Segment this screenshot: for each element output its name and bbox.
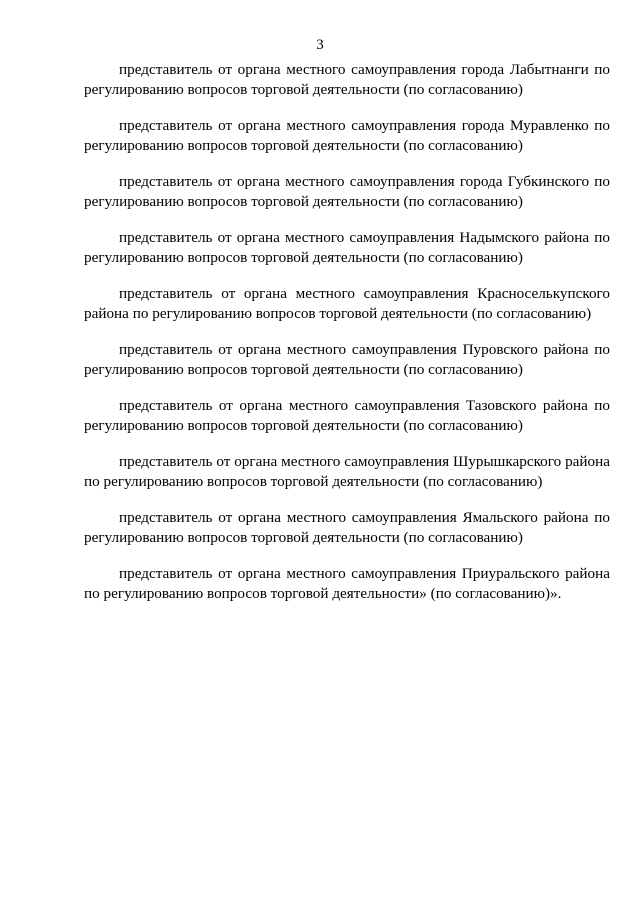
- paragraph-krasnoselkupsky: представитель от органа местного самоуправления Красноселькупского района по регулированию вопросов торговой деятельности (по согласованию): [84, 285, 610, 322]
- paragraph-yamalsky: представитель от органа местного самоуправления Ямальского района по регулированию вопросов торговой деятельности (по согласованию): [84, 509, 610, 546]
- paragraph-shuryshkarsky: представитель от органа местного самоуправления Шурышкарского района по регулированию вопросов торговой деятельности (по согласованию): [84, 453, 610, 490]
- page-number: 3: [316, 37, 324, 53]
- paragraph-priuralsky: представитель от органа местного самоуправления Приуральского района по регулированию вопросов торговой деятельности» (по согласованию)».: [84, 565, 610, 602]
- paragraph-labytnangi: представитель от органа местного самоуправления города Лабытнанги по регулированию вопросов торговой деятельности (по согласованию): [84, 61, 610, 98]
- document-body: [84, 60, 610, 620]
- paragraph-tazovsky: представитель от органа местного самоуправления Тазовского района по регулированию вопросов торговой деятельности (по согласованию): [84, 397, 610, 434]
- paragraph-gubkinsky: представитель от органа местного самоуправления города Губкинского по регулированию вопросов торговой деятельности (по согласованию): [84, 173, 610, 210]
- paragraph-purovsky: представитель от органа местного самоуправления Пуровского района по регулированию вопросов торговой деятельности (по согласованию): [84, 341, 610, 378]
- paragraph-nadymsky: представитель от органа местного самоуправления Надымского района по регулированию вопросов торговой деятельности (по согласованию): [84, 229, 610, 266]
- paragraph-muravlenko: представитель от органа местного самоуправления города Муравленко по регулированию вопросов торговой деятельности (по согласованию): [84, 117, 610, 154]
